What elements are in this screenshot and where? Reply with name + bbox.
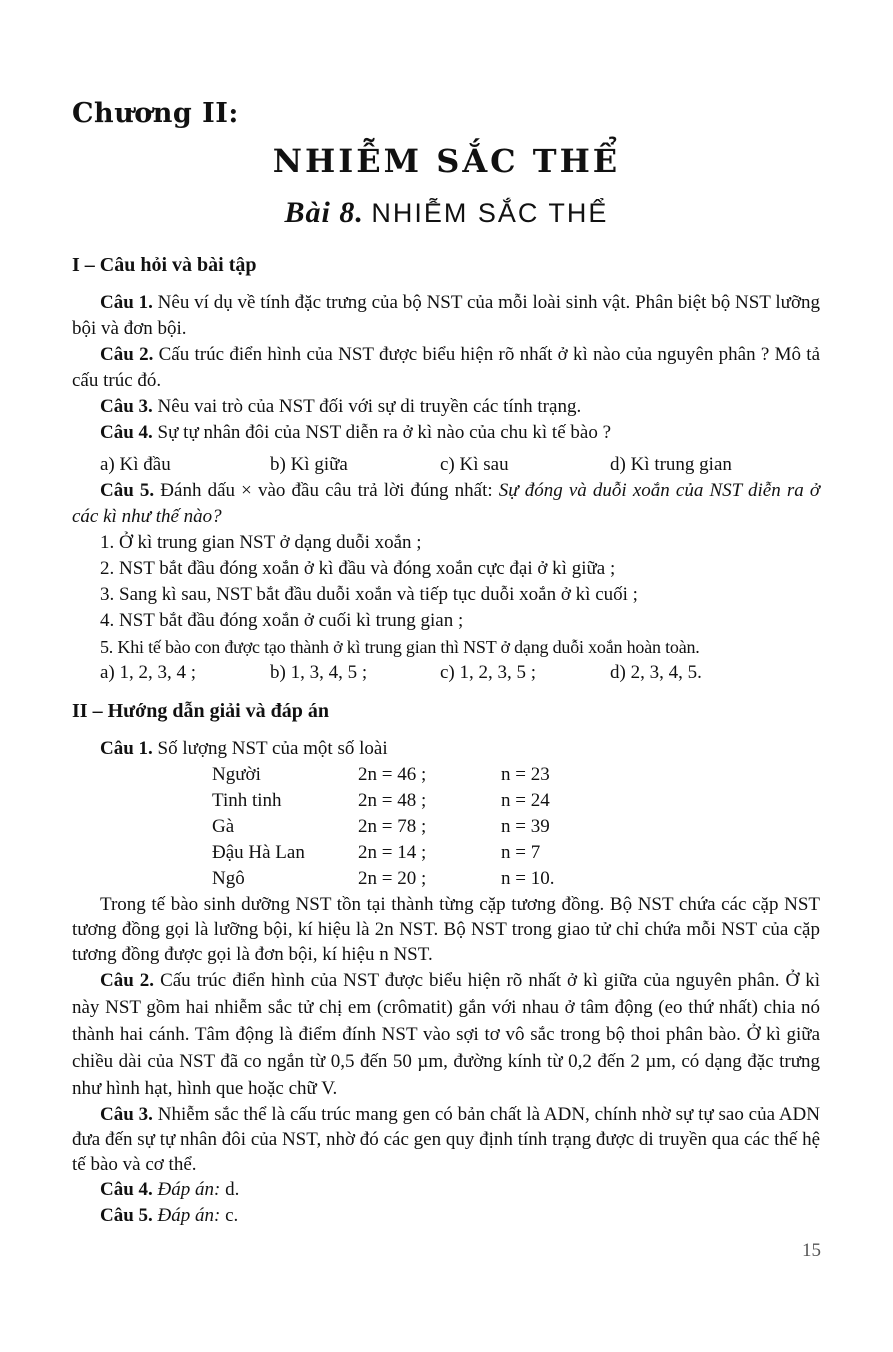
question-3 (72, 394, 820, 420)
option-b: b) 1, 3, 4, 5 ; (270, 662, 368, 683)
option-c: c) Kì sau (440, 454, 509, 475)
question-text: Nêu vai trò của NST đối với sự di truyền các tính trạng. (152, 396, 582, 417)
answer-1-intro (72, 736, 820, 762)
table-row (212, 814, 554, 840)
option-d: d) Kì trung gian (610, 454, 732, 475)
diploid-count: 2n = 46 ; (358, 764, 427, 785)
table-row (212, 840, 554, 866)
answer-key: c. (220, 1205, 239, 1226)
question-text: Cấu trúc điển hình của NST được biểu hiện rõ nhất ở kì nào của nguyên phân ? Mô tả cấu trúc đó. (72, 344, 821, 391)
answer-label: Câu 5. (100, 1205, 153, 1226)
question-4-options (72, 452, 820, 478)
species-name: Gà (212, 816, 235, 837)
species-name: Tinh tinh (212, 790, 282, 811)
table-row (212, 866, 554, 892)
section-answers-heading: II – Hướng dẫn giải và đáp án (72, 700, 330, 722)
question-label: Câu 2. (100, 344, 154, 365)
question-text: Nêu ví dụ về tính đặc trưng của bộ NST của mỗi loài sinh vật. Phân biệt bộ NST lưỡng bội và đơn bội. (72, 292, 820, 339)
answer-label: Câu 4. (100, 1179, 153, 1200)
chapter-label: Chương II: (72, 98, 239, 129)
diploid-count: 2n = 48 ; (358, 790, 427, 811)
statement-1: 1. Ở kì trung gian NST ở dạng duỗi xoắn ; (100, 532, 422, 553)
haploid-count: n = 39 (501, 816, 550, 837)
statement-5: 5. Khi tế bào con được tạo thành ở kì trung gian thì NST ở dạng duỗi xoắn hoàn toàn. (100, 637, 700, 657)
answer-2 (72, 967, 820, 1102)
answer-label: Câu 1. (100, 738, 153, 759)
table-row (212, 762, 554, 788)
question-text: Đánh dấu × vào đầu câu trả lời đúng nhất: (154, 480, 499, 501)
question-4 (72, 420, 820, 446)
lesson-title (0, 196, 893, 230)
species-name: Ngô (212, 868, 245, 889)
question-label: Câu 5. (100, 480, 155, 501)
page-number: 15 (802, 1240, 821, 1261)
answer-1-explanation: Trong tế bào sinh dưỡng NST tồn tại thành từng cặp tương đồng. Bộ NST chứa các cặp NST tương đồng gọi là lưỡng bội, kí hiệu là 2n NST. Bộ NST trong giao tử chỉ chứa mỗi NST của cặp tương đồng được gọi là đơn bội, kí hiệu n NST. (72, 894, 820, 965)
haploid-count: n = 24 (501, 790, 550, 811)
answer-text: Nhiễm sắc thể là cấu trúc mang gen có bản chất là ADN, chính nhờ sự tự sao của ADN đưa đến sự tự nhân đôi của NST, nhờ đó các gen quy định tính trạng được di truyền qua các thế hệ tế bào và cơ thể. (72, 1104, 821, 1175)
answer-text: Số lượng NST của một số loài (152, 738, 388, 759)
question-5-options (72, 660, 820, 686)
question-italic-text: Sự đóng và duỗi xoắn của NST diễn ra ở các kì như thế nào? (72, 480, 820, 527)
option-d: d) 2, 3, 4, 5. (610, 662, 702, 683)
option-a: a) 1, 2, 3, 4 ; (100, 662, 197, 683)
section-questions-heading: I – Câu hỏi và bài tập (72, 254, 257, 276)
answer-text: Cấu trúc điển hình của NST được biểu hiện rõ nhất ở kì giữa của nguyên phân. Ở kì này NST gồm hai nhiễm sắc tử chị em (crômatit) gắn với nhau ở tâm động (eo thứ nhất) chia nó thành hai cánh. Tâm động là điểm đính NST vào sợi tơ vô sắc trong bộ thoi phân bào. Ở kì giữa chiều dài của NST đã co ngắn từ 0,5 đến 50 µm, đường kính từ 0,2 đến 2 µm, có dạng đặc trưng như hình hạt, hình que hoặc chữ V. (72, 970, 820, 1099)
diploid-count: 2n = 20 ; (358, 868, 427, 889)
lesson-number: Bài 8. (284, 196, 364, 229)
answer-3 (72, 1102, 820, 1177)
lesson-name: NHIỄM SẮC THỂ (371, 198, 609, 228)
answer-key-label: Đáp án: (157, 1205, 221, 1226)
question-label: Câu 3. (100, 396, 153, 417)
species-name: Đậu Hà Lan (212, 842, 305, 863)
option-b: b) Kì giữa (270, 454, 348, 475)
table-row (212, 788, 554, 814)
diploid-count: 2n = 14 ; (358, 842, 427, 863)
answer-label: Câu 3. (100, 1104, 153, 1125)
answer-key: d. (220, 1179, 240, 1200)
question-label: Câu 4. (100, 422, 153, 443)
answer-key-label: Đáp án: (157, 1179, 221, 1200)
species-name: Người (212, 764, 261, 785)
answer-5 (72, 1203, 820, 1229)
question-2 (72, 342, 820, 394)
option-a: a) Kì đầu (100, 454, 171, 475)
diploid-count: 2n = 78 ; (358, 816, 427, 837)
option-c: c) 1, 2, 3, 5 ; (440, 662, 537, 683)
statement-4: 4. NST bắt đầu đóng xoắn ở cuối kì trung gian ; (100, 610, 464, 631)
answer-label: Câu 2. (100, 970, 155, 991)
species-chromosome-table (212, 762, 554, 892)
question-label: Câu 1. (100, 292, 153, 313)
chapter-title: NHIỄM SẮC THỂ (272, 142, 621, 180)
haploid-count: n = 7 (501, 842, 541, 863)
answer-4 (72, 1177, 820, 1203)
statement-2: 2. NST bắt đầu đóng xoắn ở kì đầu và đóng xoắn cực đại ở kì giữa ; (100, 558, 616, 579)
statement-3: 3. Sang kì sau, NST bắt đầu duỗi xoắn và tiếp tục duỗi xoắn ở kì cuối ; (100, 584, 638, 605)
question-5 (72, 478, 820, 530)
question-text: Sự tự nhân đôi của NST diễn ra ở kì nào của chu kì tế bào ? (152, 422, 612, 443)
page-content (72, 252, 820, 1229)
question-1 (72, 290, 820, 342)
haploid-count: n = 10. (501, 868, 555, 889)
haploid-count: n = 23 (501, 764, 550, 785)
